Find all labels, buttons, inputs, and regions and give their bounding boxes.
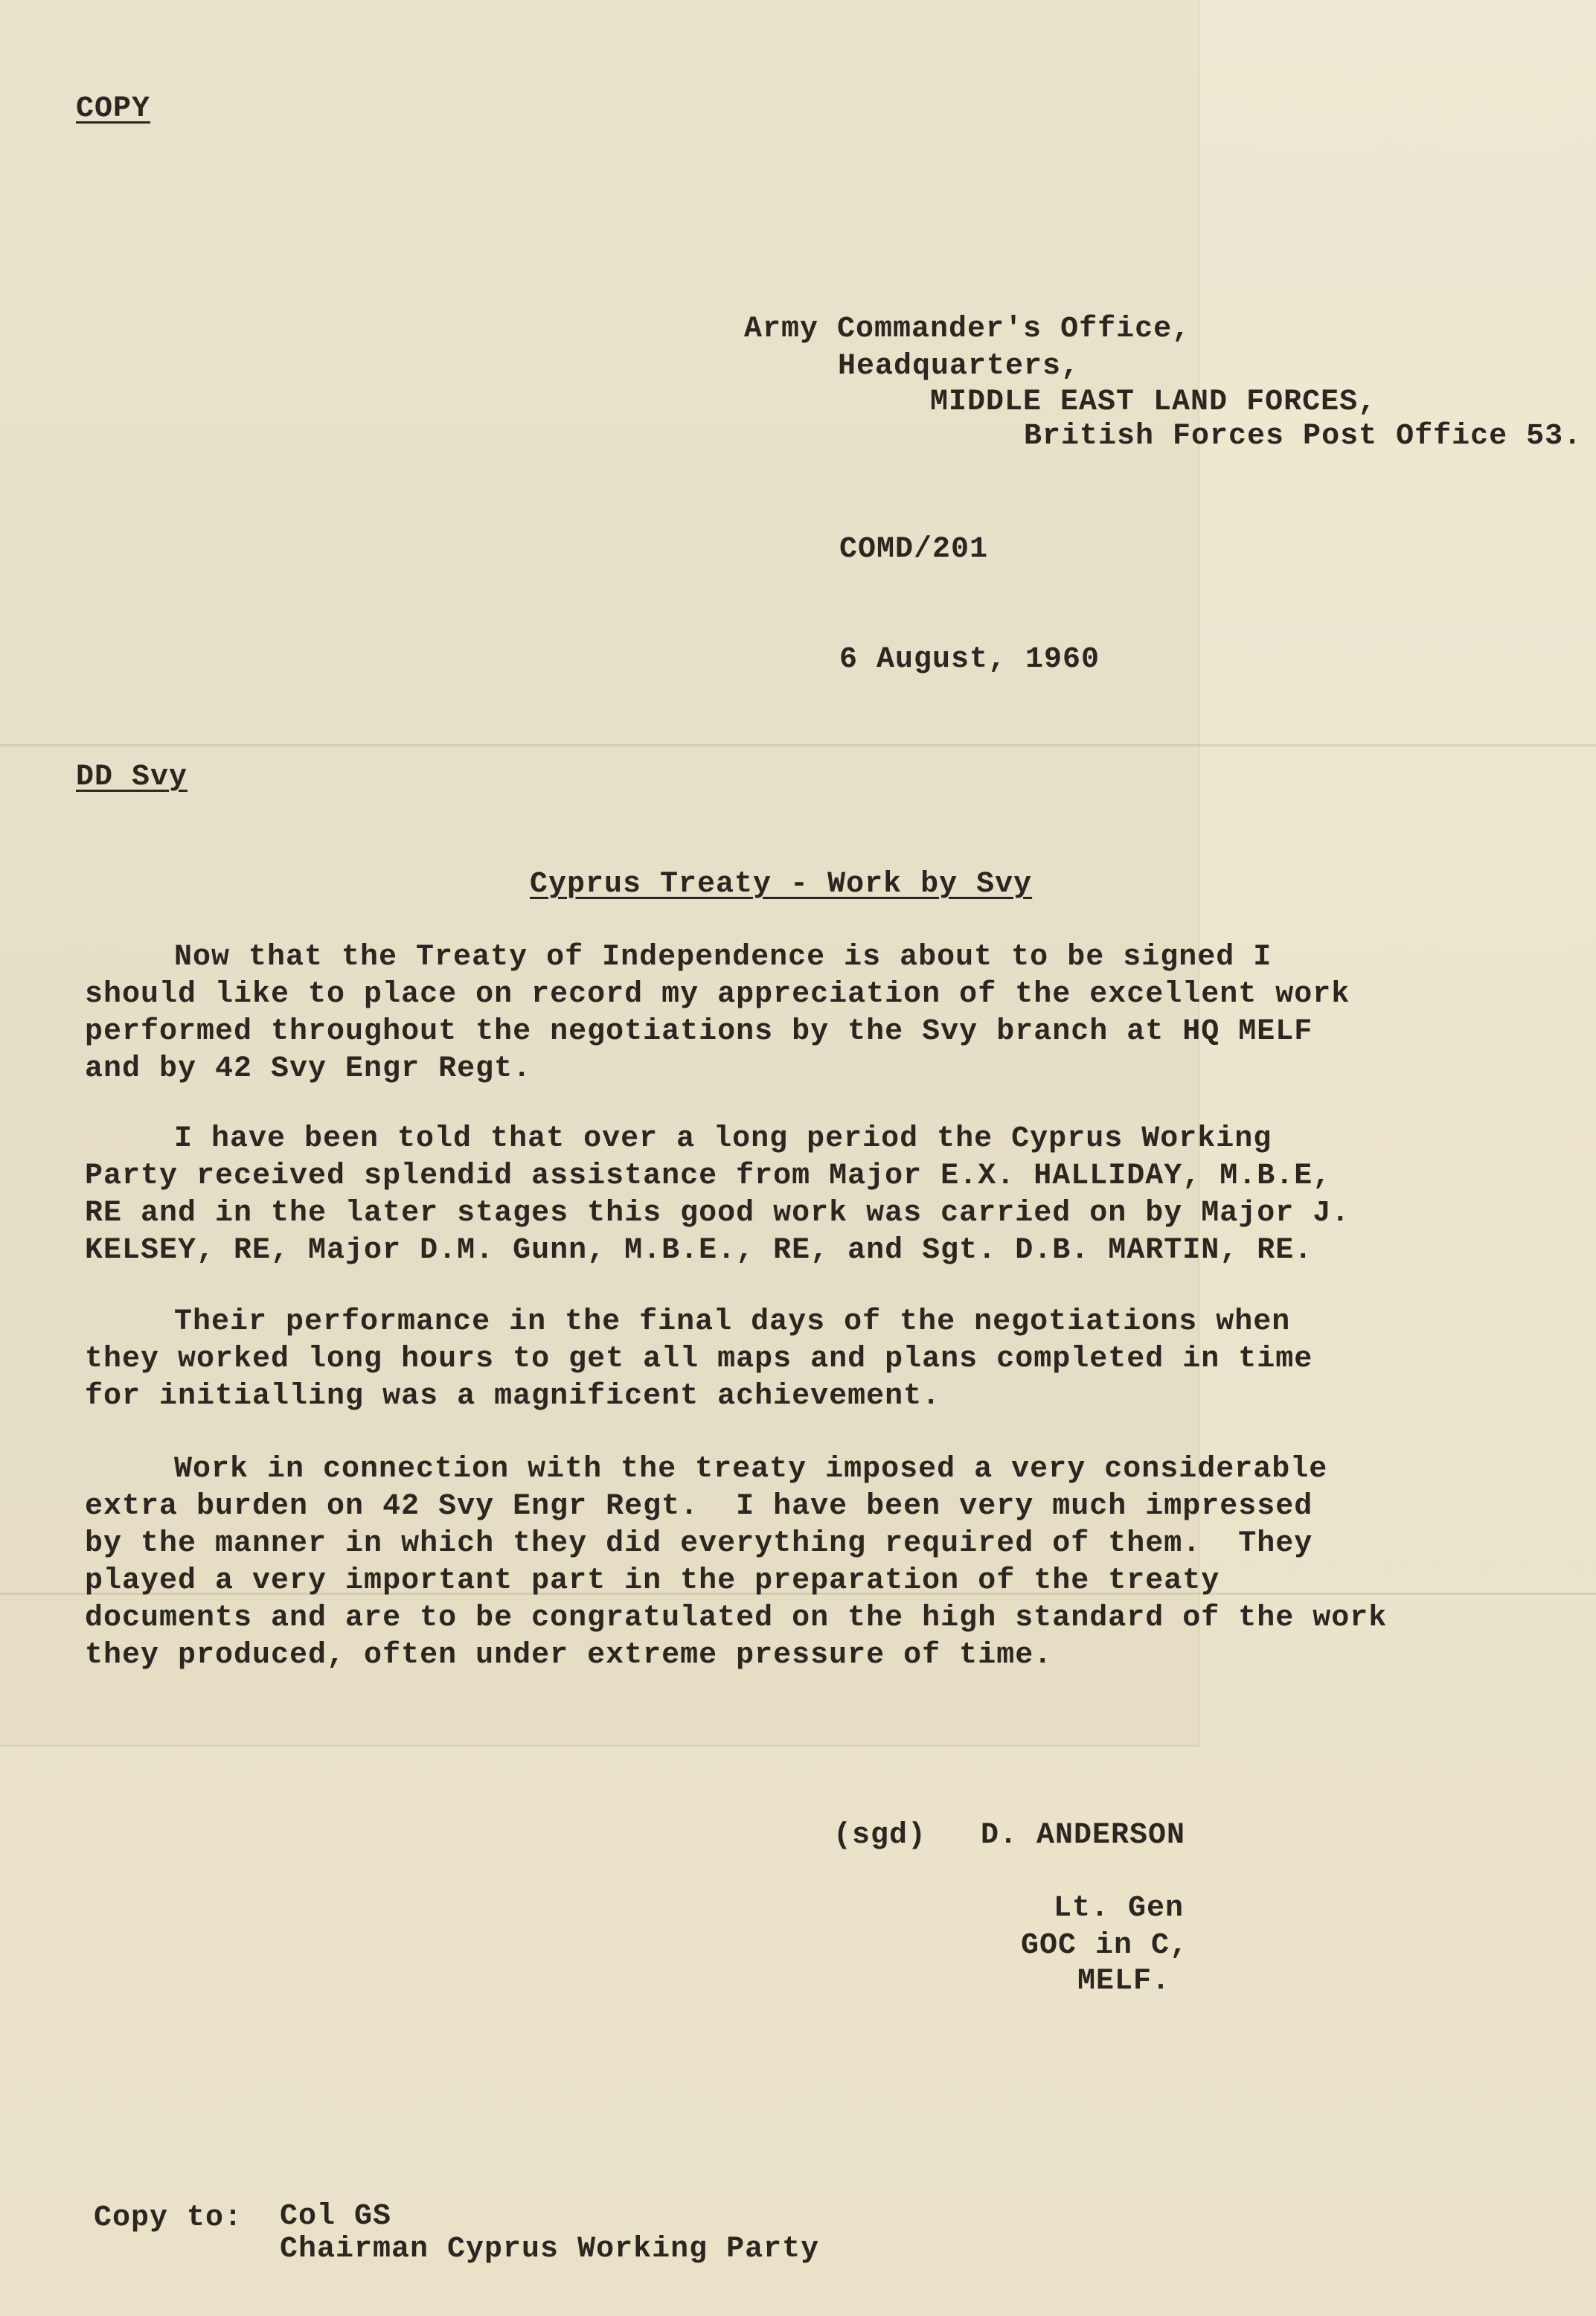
copy-mark: COPY	[76, 92, 151, 126]
body-line: they worked long hours to get all maps and plans completed in time	[85, 1343, 1313, 1376]
body-line: they produced, often under extreme pressure of time.	[85, 1639, 1053, 1672]
copy-recipient: Col GS	[280, 2200, 392, 2233]
body-line: performed throughout the negotiations by the Svy branch at HQ MELF	[85, 1015, 1313, 1049]
copy-recipient: Chairman Cyprus Working Party	[280, 2233, 820, 2266]
addressee: DD Svy	[76, 761, 188, 794]
signatory-name: D. ANDERSON	[981, 1819, 1186, 1852]
copy-to-label: Copy to:	[94, 2201, 243, 2235]
body-line: Work in connection with the treaty imposed a very considerable	[174, 1453, 1328, 1486]
body-line: by the manner in which they did everything required of them. They	[85, 1527, 1313, 1561]
body-paragraph	[85, 1121, 1350, 1270]
body-line: RE and in the later stages this good work was carried on by Major J.	[85, 1197, 1350, 1230]
body-line: documents and are to be congratulated on the high standard of the work	[85, 1602, 1388, 1635]
body-paragraph	[85, 939, 1350, 1088]
body-paragraph	[85, 1304, 1313, 1415]
signatory-title: GOC in C,	[1021, 1929, 1189, 1962]
body-line: Now that the Treaty of Independence is about to be signed I	[174, 941, 1272, 974]
body-line: should like to place on record my appreciation of the excellent work	[85, 978, 1350, 1011]
body-line: Party received splendid assistance from Major E.X. HALLIDAY, M.B.E,	[85, 1159, 1332, 1193]
body-line: KELSEY, RE, Major D.M. Gunn, M.B.E., RE, and Sgt. D.B. MARTIN, RE.	[85, 1234, 1313, 1267]
letter-date: 6 August, 1960	[839, 643, 1100, 676]
body-line: I have been told that over a long period the Cyprus Working	[174, 1122, 1272, 1156]
body-line: and by 42 Svy Engr Regt.	[85, 1052, 532, 1086]
subject-heading: Cyprus Treaty - Work by Svy	[530, 868, 1033, 901]
address-line: Army Commander's Office,	[744, 313, 1191, 346]
signed-mark: (sgd)	[833, 1819, 927, 1852]
paper-fold-line	[0, 744, 1596, 746]
address-line: Headquarters,	[838, 350, 1080, 383]
body-line: extra burden on 42 Svy Engr Regt. I have been very much impressed	[85, 1490, 1313, 1523]
signatory-unit: MELF.	[1077, 1965, 1171, 1998]
address-line: British Forces Post Office 53.	[1024, 420, 1583, 453]
signatory-rank: Lt. Gen	[1054, 1892, 1185, 1925]
body-line: for initialling was a magnificent achievement.	[85, 1380, 941, 1413]
body-line: played a very important part in the preparation of the treaty	[85, 1564, 1220, 1598]
address-line: MIDDLE EAST LAND FORCES,	[930, 386, 1377, 419]
body-paragraph	[85, 1451, 1387, 1674]
reference-number: COMD/201	[839, 533, 989, 566]
body-line: Their performance in the final days of the negotiations when	[174, 1305, 1291, 1339]
